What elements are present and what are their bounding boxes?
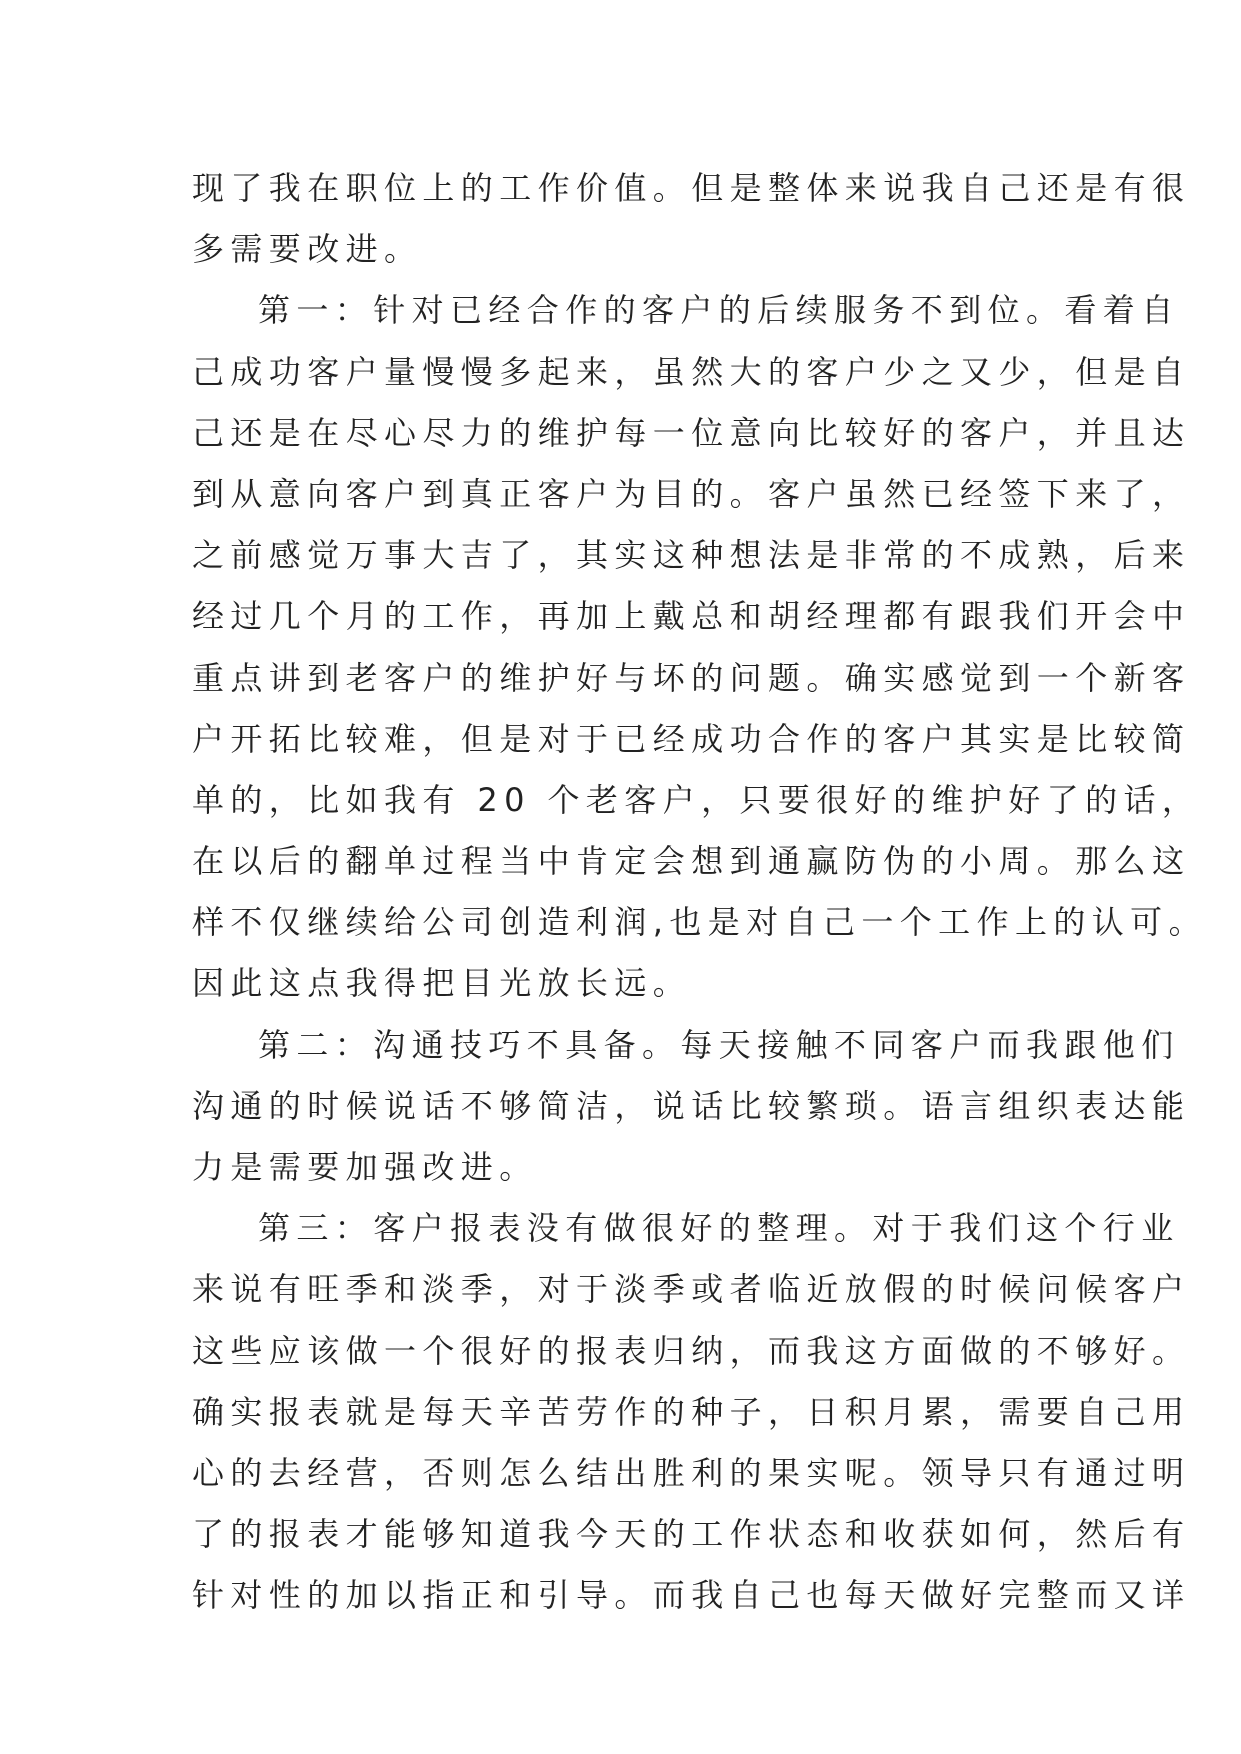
text-line: 针对性的加以指正和引导。而我自己也每天做好完整而又详	[192, 1576, 1191, 1615]
text-line: 来说有旺季和淡季，对于淡季或者临近放假的时候问候客户	[192, 1270, 1191, 1309]
body-text	[192, 158, 1207, 1627]
text-line: 第一：针对已经合作的客户的后续服务不到位。看着自	[258, 291, 1180, 330]
text-line: 己成功客户量慢慢多起来，虽然大的客户少之又少，但是自	[192, 352, 1191, 391]
text-line: 到从意向客户到真正客户为目的。客户虽然已经签下来了，	[192, 474, 1191, 513]
text-line: 在以后的翻单过程当中肯定会想到通赢防伪的小周。那么这	[192, 842, 1191, 881]
text-line: 心的去经营，否则怎么结出胜利的果实呢。领导只有通过明	[192, 1453, 1191, 1492]
text-line: 之前感觉万事大吉了，其实这种想法是非常的不成熟，后来	[192, 536, 1191, 575]
text-line: 力是需要加强改进。	[192, 1148, 538, 1186]
text-line: 沟通的时候说话不够简洁，说话比较繁琐。语言组织表达能	[192, 1086, 1191, 1125]
text-line: 经过几个月的工作，再加上戴总和胡经理都有跟我们开会中	[192, 597, 1191, 636]
text-line: 户开拓比较难，但是对于已经成功合作的客户其实是比较简	[192, 719, 1191, 758]
text-line: 己还是在尽心尽力的维护每一位意向比较好的客户，并且达	[192, 413, 1191, 452]
text-line: 这些应该做一个很好的报表归纳，而我这方面做的不够好。	[192, 1331, 1191, 1370]
text-line: 第二：沟通技巧不具备。每天接触不同客户而我跟他们	[258, 1025, 1180, 1064]
text-line: 了的报表才能够知道我今天的工作状态和收获如何，然后有	[192, 1515, 1191, 1554]
text-line: 单的，比如我有 20 个老客户，只要很好的维护好了的话，	[192, 780, 1201, 819]
text-line: 现了我在职位上的工作价值。但是整体来说我自己还是有很	[192, 169, 1191, 207]
text-line: 多需要改进。	[192, 230, 423, 269]
text-line: 第三：客户报表没有做很好的整理。对于我们这个行业	[258, 1209, 1180, 1248]
text-line: 重点讲到老客户的维护好与坏的问题。确实感觉到一个新客	[192, 658, 1191, 697]
text-line: 确实报表就是每天辛苦劳作的种子，日积月累，需要自己用	[192, 1392, 1191, 1431]
text-line: 因此这点我得把目光放长远。	[192, 964, 692, 1003]
text-line: 样不仅继续给公司创造利润,也是对自己一个工作上的认可。	[192, 903, 1207, 942]
